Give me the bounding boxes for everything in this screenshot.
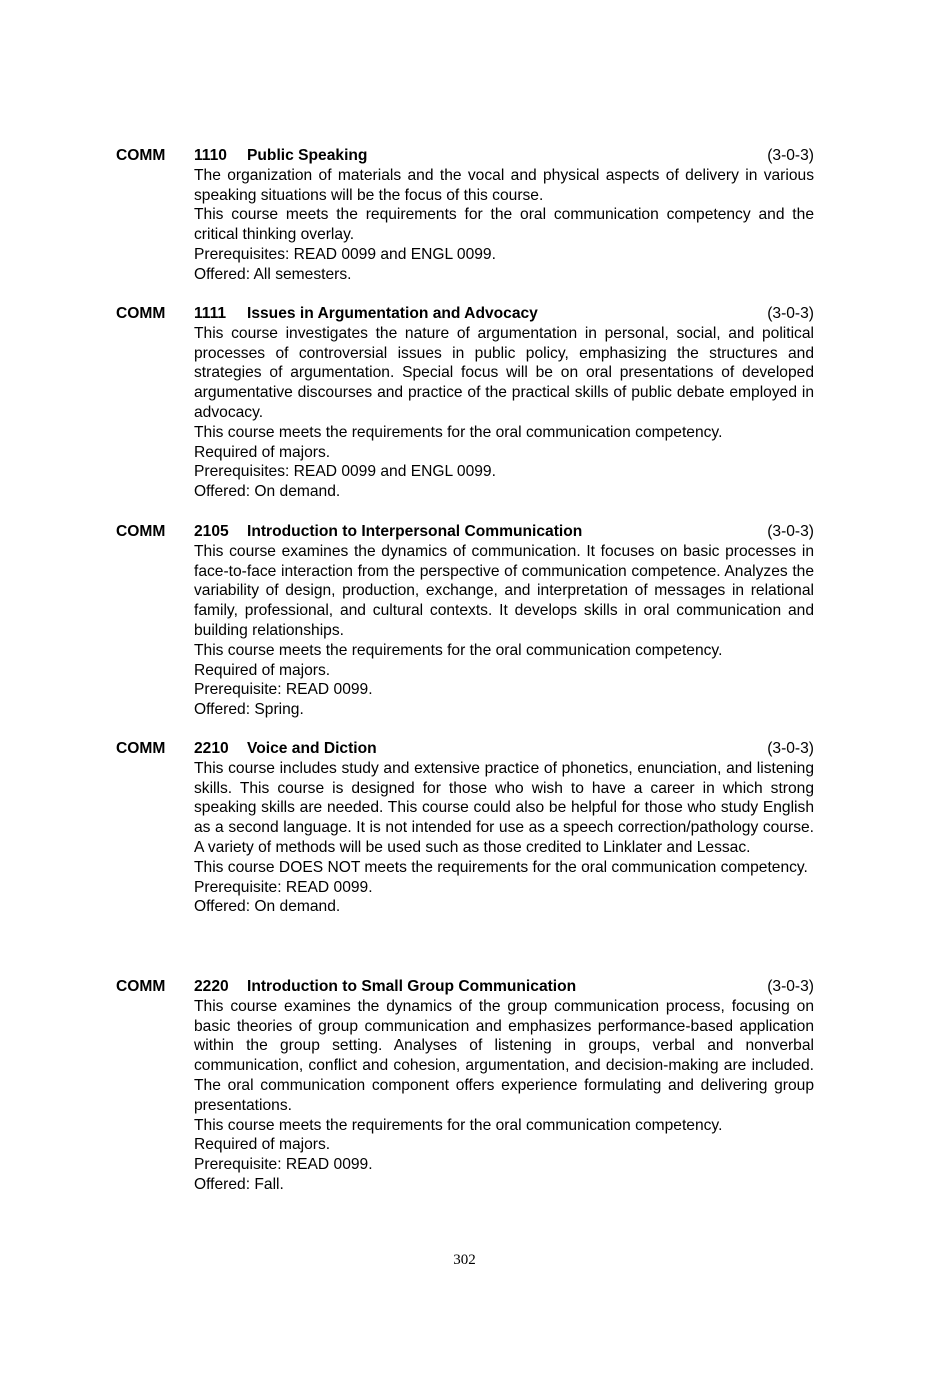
course-number: 2105	[194, 523, 229, 540]
course-description: This course includes study and extensive practice of phonetics, enunciation, and listening skills. This course is designed for those who wish to have a career in which strong speaking skills are needed. This course could also be helpful for those who study English as a second language. It is not intended for use as a speech correction/pathology course. A variety of methods will be used such as those credited to Linklater and Lessac.	[194, 759, 814, 856]
page-number: 302	[453, 1252, 476, 1268]
course-entry-comm-2105	[116, 522, 814, 720]
course-credits: (3-0-3)	[767, 147, 814, 164]
course-title: Introduction to Small Group Communication	[247, 978, 577, 995]
course-number: 1110	[194, 147, 227, 164]
course-title: Public Speaking	[247, 147, 368, 164]
course-header	[116, 522, 814, 542]
course-dept: COMM	[116, 740, 166, 757]
course-prerequisites: Prerequisite: READ 0099.	[194, 878, 373, 896]
course-prerequisites: Prerequisites: READ 0099 and ENGL 0099.	[194, 245, 496, 263]
course-offered: Offered: On demand.	[194, 483, 341, 501]
course-entry-comm-2210	[116, 739, 814, 917]
course-entry-comm-2220	[116, 977, 814, 1195]
course-entry-comm-1111	[116, 304, 814, 502]
course-body	[194, 997, 814, 1195]
course-prerequisites: Prerequisite: READ 0099.	[194, 681, 373, 699]
course-number: 2220	[194, 978, 229, 995]
course-header	[116, 304, 814, 324]
course-offered: Offered: Fall.	[194, 1175, 284, 1193]
course-number: 1111	[194, 305, 227, 322]
course-note: This course meets the requirements for the oral communication competency and the critical thinking overlay.	[194, 206, 814, 244]
course-offered: Offered: Spring.	[194, 701, 304, 719]
course-title: Issues in Argumentation and Advocacy	[247, 305, 538, 322]
course-note: This course meets the requirements for the oral communication competency.	[194, 641, 723, 659]
course-description: The organization of materials and the vocal and physical aspects of delivery in various speaking situations will be the focus of this course.	[194, 166, 814, 204]
course-note: Required of majors.	[194, 443, 331, 461]
course-body	[194, 759, 814, 917]
course-note: Required of majors.	[194, 661, 331, 679]
course-offered: Offered: On demand.	[194, 898, 341, 916]
course-description: This course examines the dynamics of communication. It focuses on basic processes in face-to-face interaction from the perspective of communication competence. Analyzes the variability of design, production, exchange, and interpretation of messages in relational family, professional, and cultural contexts. It develops skills in oral communication and building relationships.	[194, 542, 814, 639]
course-dept: COMM	[116, 978, 166, 995]
course-offered: Offered: All semesters.	[194, 265, 352, 283]
course-credits: (3-0-3)	[767, 740, 814, 757]
course-dept: COMM	[116, 523, 166, 540]
course-note: This course DOES NOT meets the requirements for the oral communication competency.	[194, 858, 808, 876]
course-dept: COMM	[116, 147, 166, 164]
course-header	[116, 977, 814, 997]
course-body	[194, 166, 814, 285]
course-title: Introduction to Interpersonal Communication	[247, 523, 583, 540]
course-body	[194, 542, 814, 720]
course-note: Required of majors.	[194, 1136, 331, 1154]
course-header	[116, 146, 814, 166]
course-body	[194, 324, 814, 502]
course-dept: COMM	[116, 305, 166, 322]
course-credits: (3-0-3)	[767, 305, 814, 322]
course-note: This course meets the requirements for the oral communication competency.	[194, 1116, 723, 1134]
course-credits: (3-0-3)	[767, 523, 814, 540]
course-prerequisites: Prerequisite: READ 0099.	[194, 1156, 373, 1174]
course-number: 2210	[194, 740, 229, 757]
course-title: Voice and Diction	[247, 740, 377, 757]
course-description: This course investigates the nature of argumentation in personal, social, and political processes of controversial issues in public policy, emphasizing the structures and strategies of argumentation. Special focus will be on oral presentations of developed argumentative discourses and practice of the practical skills of public debate employed in advocacy.	[194, 324, 814, 421]
course-prerequisites: Prerequisites: READ 0099 and ENGL 0099.	[194, 463, 496, 481]
course-description: This course examines the dynamics of the group communication process, focusing on basic theories of group communication and emphasizes performance-based application within the group setting. Analyses of listening in groups, verbal and nonverbal communication, conflict and cohesion, argumentation, and decision-making are included. The oral communication component offers experience formulating and delivering group presentations.	[194, 997, 814, 1114]
course-credits: (3-0-3)	[767, 978, 814, 995]
course-note: This course meets the requirements for the oral communication competency.	[194, 423, 723, 441]
course-header	[116, 739, 814, 759]
course-entry-comm-1110	[116, 146, 814, 285]
